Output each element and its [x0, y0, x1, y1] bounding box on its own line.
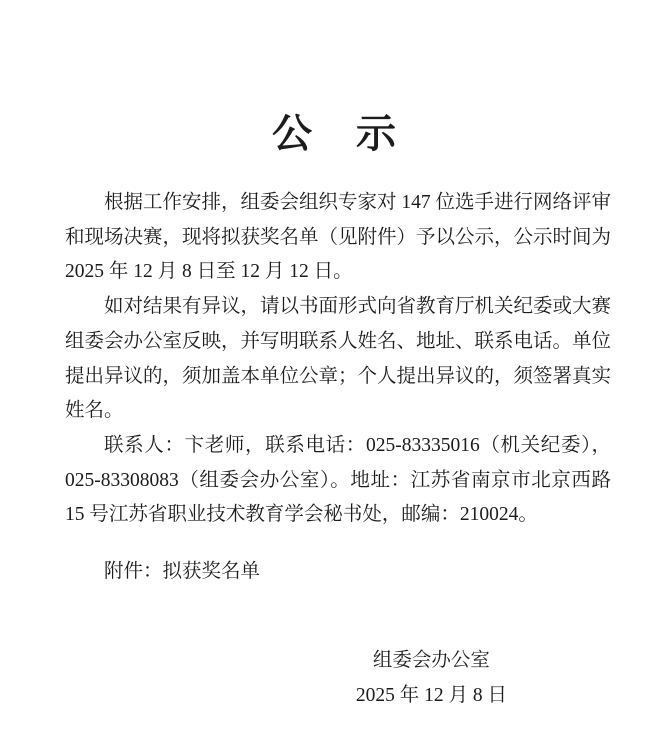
paragraph-objection: 如对结果有异议，请以书面形式向省教育厅机关纪委或大赛组委会办公室反映，并写明联系人姓名、地址、联系电话。单位提出异议的，须加盖本单位公章；个人提出异议的，须签署真实姓名。 — [65, 296, 612, 422]
paragraph-intro: 根据工作安排，组委会组织专家对 147 位选手进行网络评审和现场决赛，现将拟获奖名单（见附件）予以公示，公示时间为 2025 年 12 月 8 日至 12 月 12 日。 — [65, 192, 612, 283]
attachment-line: 附件：拟获奖名单 — [104, 561, 261, 583]
page-title: 公 示 — [272, 111, 398, 156]
document-body — [65, 186, 611, 590]
signature-block — [356, 643, 507, 713]
paragraph-contact: 联系人：卞老师，联系电话：025-83335016（机关纪委），025-83308083（组委会办公室）。地址：江苏省南京市北京西路 15 号江苏省职业技术教育学会秘书处，邮编：210024。 — [65, 434, 611, 526]
signature-org: 组委会办公室 — [372, 650, 490, 671]
signature-date: 2025 年 12 月 8 日 — [355, 685, 507, 706]
